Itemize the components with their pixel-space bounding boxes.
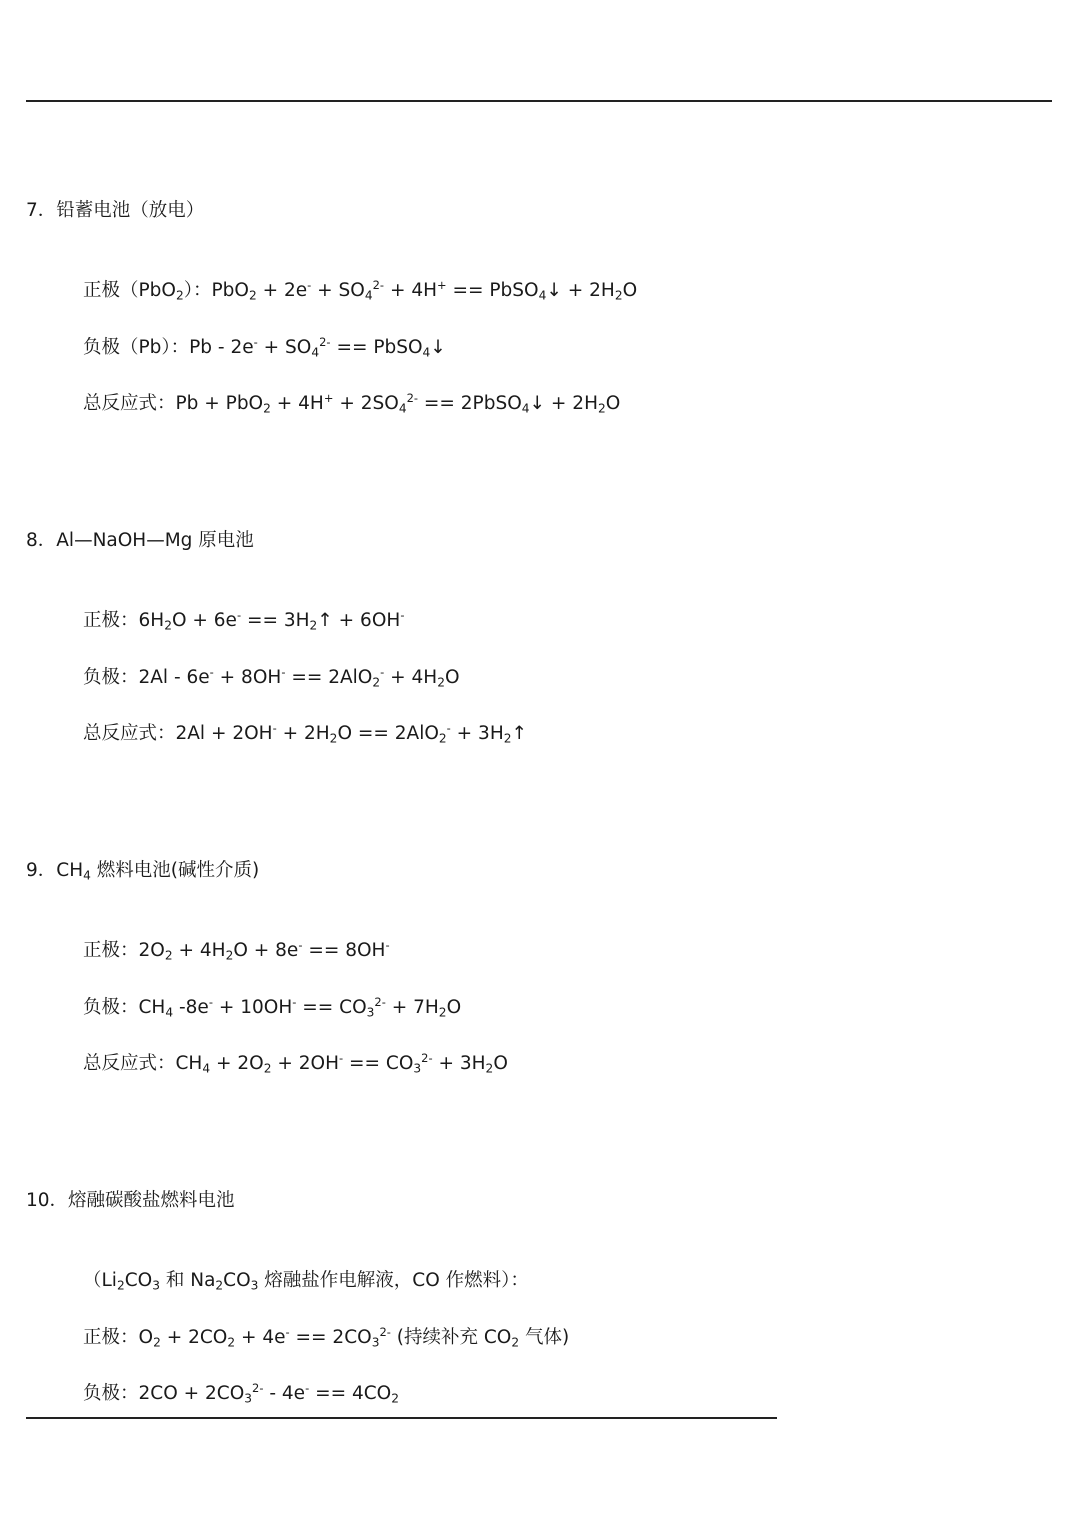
equation-line: 正极：$2O_2 + 4H_2O + 8e^- == 8OH^-$: [83, 937, 390, 963]
top-divider: [26, 100, 1052, 102]
equation-line: （$Li_2CO_3$ 和 $Na_2CO_3$ 熔融盐作电解液，CO 作燃料）：: [83, 1270, 529, 1293]
equation-line: 正极（PbO$_2$）：$PbO_2 + 2e^- + SO_4^{2-} + 4H^+$ == PbSO$_4$↓ + $2H_2O$: [83, 277, 638, 303]
section-heading: 8．Al—NaOH—Mg 原电池: [26, 530, 254, 551]
equation-line: 负极（Pb）：$Pb - 2e^- + SO_4^{2-}$ == PbSO$_4$↓: [83, 334, 446, 360]
section-heading: 9．$CH_4$ 燃料电池(碱性介质): [26, 860, 260, 883]
equation-line: 负极：$2CO + 2CO_3^{2-} - 4e^- == 4CO_2$: [83, 1380, 399, 1406]
equation-line: 正极：$6H_2O + 6e^-$ == $3H_2↑ + 6OH^-$: [83, 607, 405, 633]
equation-line: 负极：$CH_4$ $-8e^- + 10OH^- == CO_3^{2-} + 7H_2O$: [83, 994, 462, 1020]
equation-line: 总反应式：$2Al + 2OH^- + 2H_2O == 2AlO_2^-$ + $3H_2↑$: [83, 720, 528, 746]
equation-line: 总反应式：$Pb + PbO_2 + 4H^+ + 2SO_4^{2-}$ == 2PbSO$_4$↓ + $2H_2O$: [83, 390, 621, 416]
equation-line: 负极：$2Al - 6e^- + 8OH^- == 2AlO_2^- + 4H_2O$: [83, 664, 460, 690]
section-heading: 7．铅蓄电池（放电）: [26, 200, 205, 221]
equation-line: 正极：$O_2 + 2CO_2 + 4e^- == 2CO_3^{2-}$ (持续补充 $CO_2$ 气体): [83, 1324, 570, 1350]
bottom-divider: [26, 1417, 777, 1419]
equation-line: 总反应式：$CH_4 + 2O_2 + 2OH^- == CO_3^{2-} + 3H_2O$: [83, 1050, 508, 1076]
section-heading: 10．熔融碳酸盐燃料电池: [26, 1190, 235, 1211]
